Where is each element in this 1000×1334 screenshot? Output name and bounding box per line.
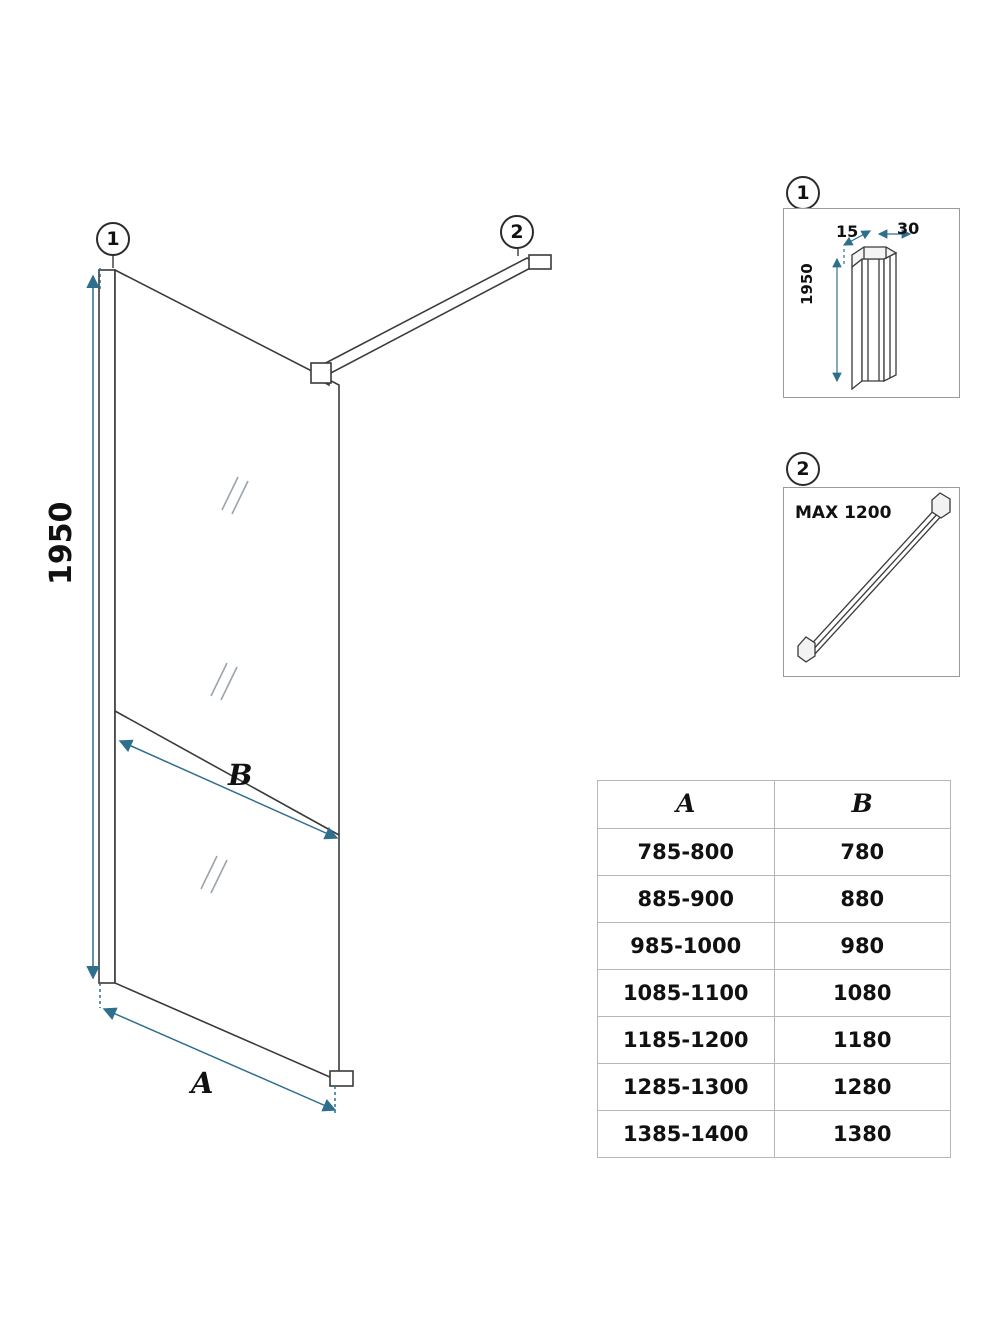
detail-1-callout-bubble[interactable]: [786, 176, 820, 210]
dimension-b-label: B: [228, 758, 253, 792]
dimension-table: [597, 780, 951, 1158]
table-cell-b: 1280: [774, 1064, 951, 1111]
detail-panel-1: [783, 208, 960, 398]
table-header-a: A: [598, 781, 775, 829]
table-cell-b: 1080: [774, 970, 951, 1017]
glass-panel-outline: [99, 270, 339, 1081]
detail-2-callout-bubble[interactable]: [786, 452, 820, 486]
table-body: [598, 829, 951, 1158]
table-header-b: B: [774, 781, 951, 829]
detail-1-dim-15: 15: [836, 222, 859, 241]
detail-1-dim-30: 30: [897, 219, 920, 238]
table-cell-b: 980: [774, 923, 951, 970]
table-cell-b: 1180: [774, 1017, 951, 1064]
table-cell-b: 780: [774, 829, 951, 876]
detail-2-callout-label: 2: [796, 458, 810, 480]
table-cell-a: 1385-1400: [598, 1111, 775, 1158]
table-row: [598, 1017, 951, 1064]
table-row: [598, 876, 951, 923]
table-cell-a: 785-800: [598, 829, 775, 876]
callout-bubble-2-label: 2: [510, 221, 524, 243]
dimension-a-label: A: [191, 1066, 214, 1100]
detail-2-max-label: MAX 1200: [795, 503, 892, 523]
callout-bubble-1[interactable]: [96, 222, 130, 256]
detail-panel-2: [783, 487, 960, 677]
callout-bubble-2[interactable]: [500, 215, 534, 249]
table-row: [598, 970, 951, 1017]
table-header-row: [598, 781, 951, 829]
detail-1-callout-label: 1: [796, 182, 810, 204]
support-bar: [311, 255, 551, 385]
callout-leaders: [113, 245, 518, 268]
detail-1-dim-1950: 1950: [798, 263, 816, 305]
table-cell-b: 880: [774, 876, 951, 923]
height-dimension-label: 1950: [44, 501, 79, 585]
table-row: [598, 829, 951, 876]
table-cell-b: 1380: [774, 1111, 951, 1158]
table-cell-a: 985-1000: [598, 923, 775, 970]
table-cell-a: 1285-1300: [598, 1064, 775, 1111]
callout-bubble-1-label: 1: [106, 228, 120, 250]
table-cell-a: 885-900: [598, 876, 775, 923]
bottom-bracket: [330, 1071, 353, 1086]
table-row: [598, 923, 951, 970]
table-row: [598, 1111, 951, 1158]
table-cell-a: 1085-1100: [598, 970, 775, 1017]
table-row: [598, 1064, 951, 1111]
table-cell-a: 1185-1200: [598, 1017, 775, 1064]
